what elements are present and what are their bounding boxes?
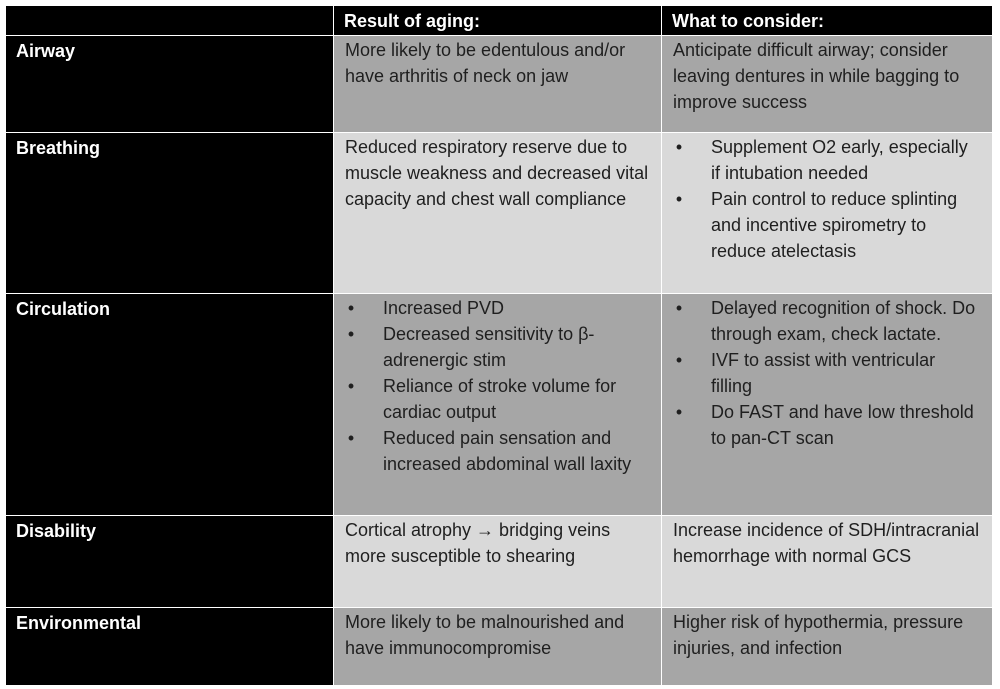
- breathing-consider-cell: [662, 133, 993, 294]
- list-item-text: Delayed recognition of shock. Do through exam, check lactate.: [711, 298, 976, 344]
- row-label-breathing: Breathing: [6, 133, 334, 294]
- bullet-icon: •: [675, 137, 683, 157]
- table-row-environmental: [6, 608, 993, 686]
- list-item: [345, 295, 650, 321]
- list-item: [345, 373, 650, 425]
- header-what-to-consider: What to consider:: [662, 6, 993, 36]
- airway-aging-cell: More likely to be edentulous and/or have arthritis of neck on jaw: [334, 36, 662, 133]
- header-empty: [6, 6, 334, 36]
- bullet-icon: •: [675, 350, 683, 370]
- row-label-environmental: Environmental: [6, 608, 334, 686]
- airway-consider-cell: Anticipate difficult airway; consider leaving dentures in while bagging to improve success: [662, 36, 993, 133]
- list-item-text: Increased PVD: [383, 298, 505, 318]
- disability-consider-cell: Increase incidence of SDH/intracranial hemorrhage with normal GCS: [662, 516, 993, 608]
- list-item-text: IVF to assist with ventricular filling: [711, 350, 936, 396]
- aging-trauma-table: [5, 5, 993, 686]
- bullet-icon: •: [675, 298, 683, 318]
- breathing-consider-list: [673, 134, 981, 264]
- list-item-text: Reliance of stroke volume for cardiac output: [383, 376, 617, 422]
- list-item: [673, 134, 981, 186]
- list-item: [673, 399, 981, 451]
- list-item-text: Pain control to reduce splinting and incentive spirometry to reduce atelectasis: [711, 189, 958, 261]
- table-header-row: [6, 6, 993, 36]
- bullet-icon: •: [347, 298, 355, 318]
- bullet-icon: •: [347, 428, 355, 448]
- aging-trauma-table-container: [5, 5, 992, 683]
- table-row-circulation: [6, 294, 993, 516]
- table-row-disability: [6, 516, 993, 608]
- row-label-disability: Disability: [6, 516, 334, 608]
- list-item: [345, 425, 650, 477]
- list-item-text: Do FAST and have low threshold to pan-CT scan: [711, 402, 974, 448]
- list-item-text: Supplement O2 early, especially if intubation needed: [711, 137, 968, 183]
- list-item: [345, 321, 650, 373]
- bullet-icon: •: [347, 376, 355, 396]
- bullet-icon: •: [347, 324, 355, 344]
- list-item: [673, 186, 981, 264]
- bullet-icon: •: [675, 402, 683, 422]
- table-row-airway: [6, 36, 993, 133]
- list-item: [673, 347, 981, 399]
- table-row-breathing: [6, 133, 993, 294]
- list-item-text: Decreased sensitivity to β-adrenergic stim: [383, 324, 595, 370]
- circulation-consider-list: [673, 295, 981, 451]
- circulation-aging-cell: [334, 294, 662, 516]
- list-item-text: Reduced pain sensation and increased abdominal wall laxity: [383, 428, 632, 474]
- circulation-consider-cell: [662, 294, 993, 516]
- environmental-consider-cell: Higher risk of hypothermia, pressure injuries, and infection: [662, 608, 993, 686]
- environmental-aging-cell: More likely to be malnourished and have immunocompromise: [334, 608, 662, 686]
- list-item: [673, 295, 981, 347]
- circulation-aging-list: [345, 295, 650, 477]
- bullet-icon: •: [675, 189, 683, 209]
- row-label-airway: Airway: [6, 36, 334, 133]
- disability-aging-cell: Cortical atrophy → bridging veins more susceptible to shearing: [334, 516, 662, 608]
- header-result-of-aging: Result of aging:: [334, 6, 662, 36]
- breathing-aging-cell: Reduced respiratory reserve due to muscle weakness and decreased vital capacity and chest wall compliance: [334, 133, 662, 294]
- row-label-circulation: Circulation: [6, 294, 334, 516]
